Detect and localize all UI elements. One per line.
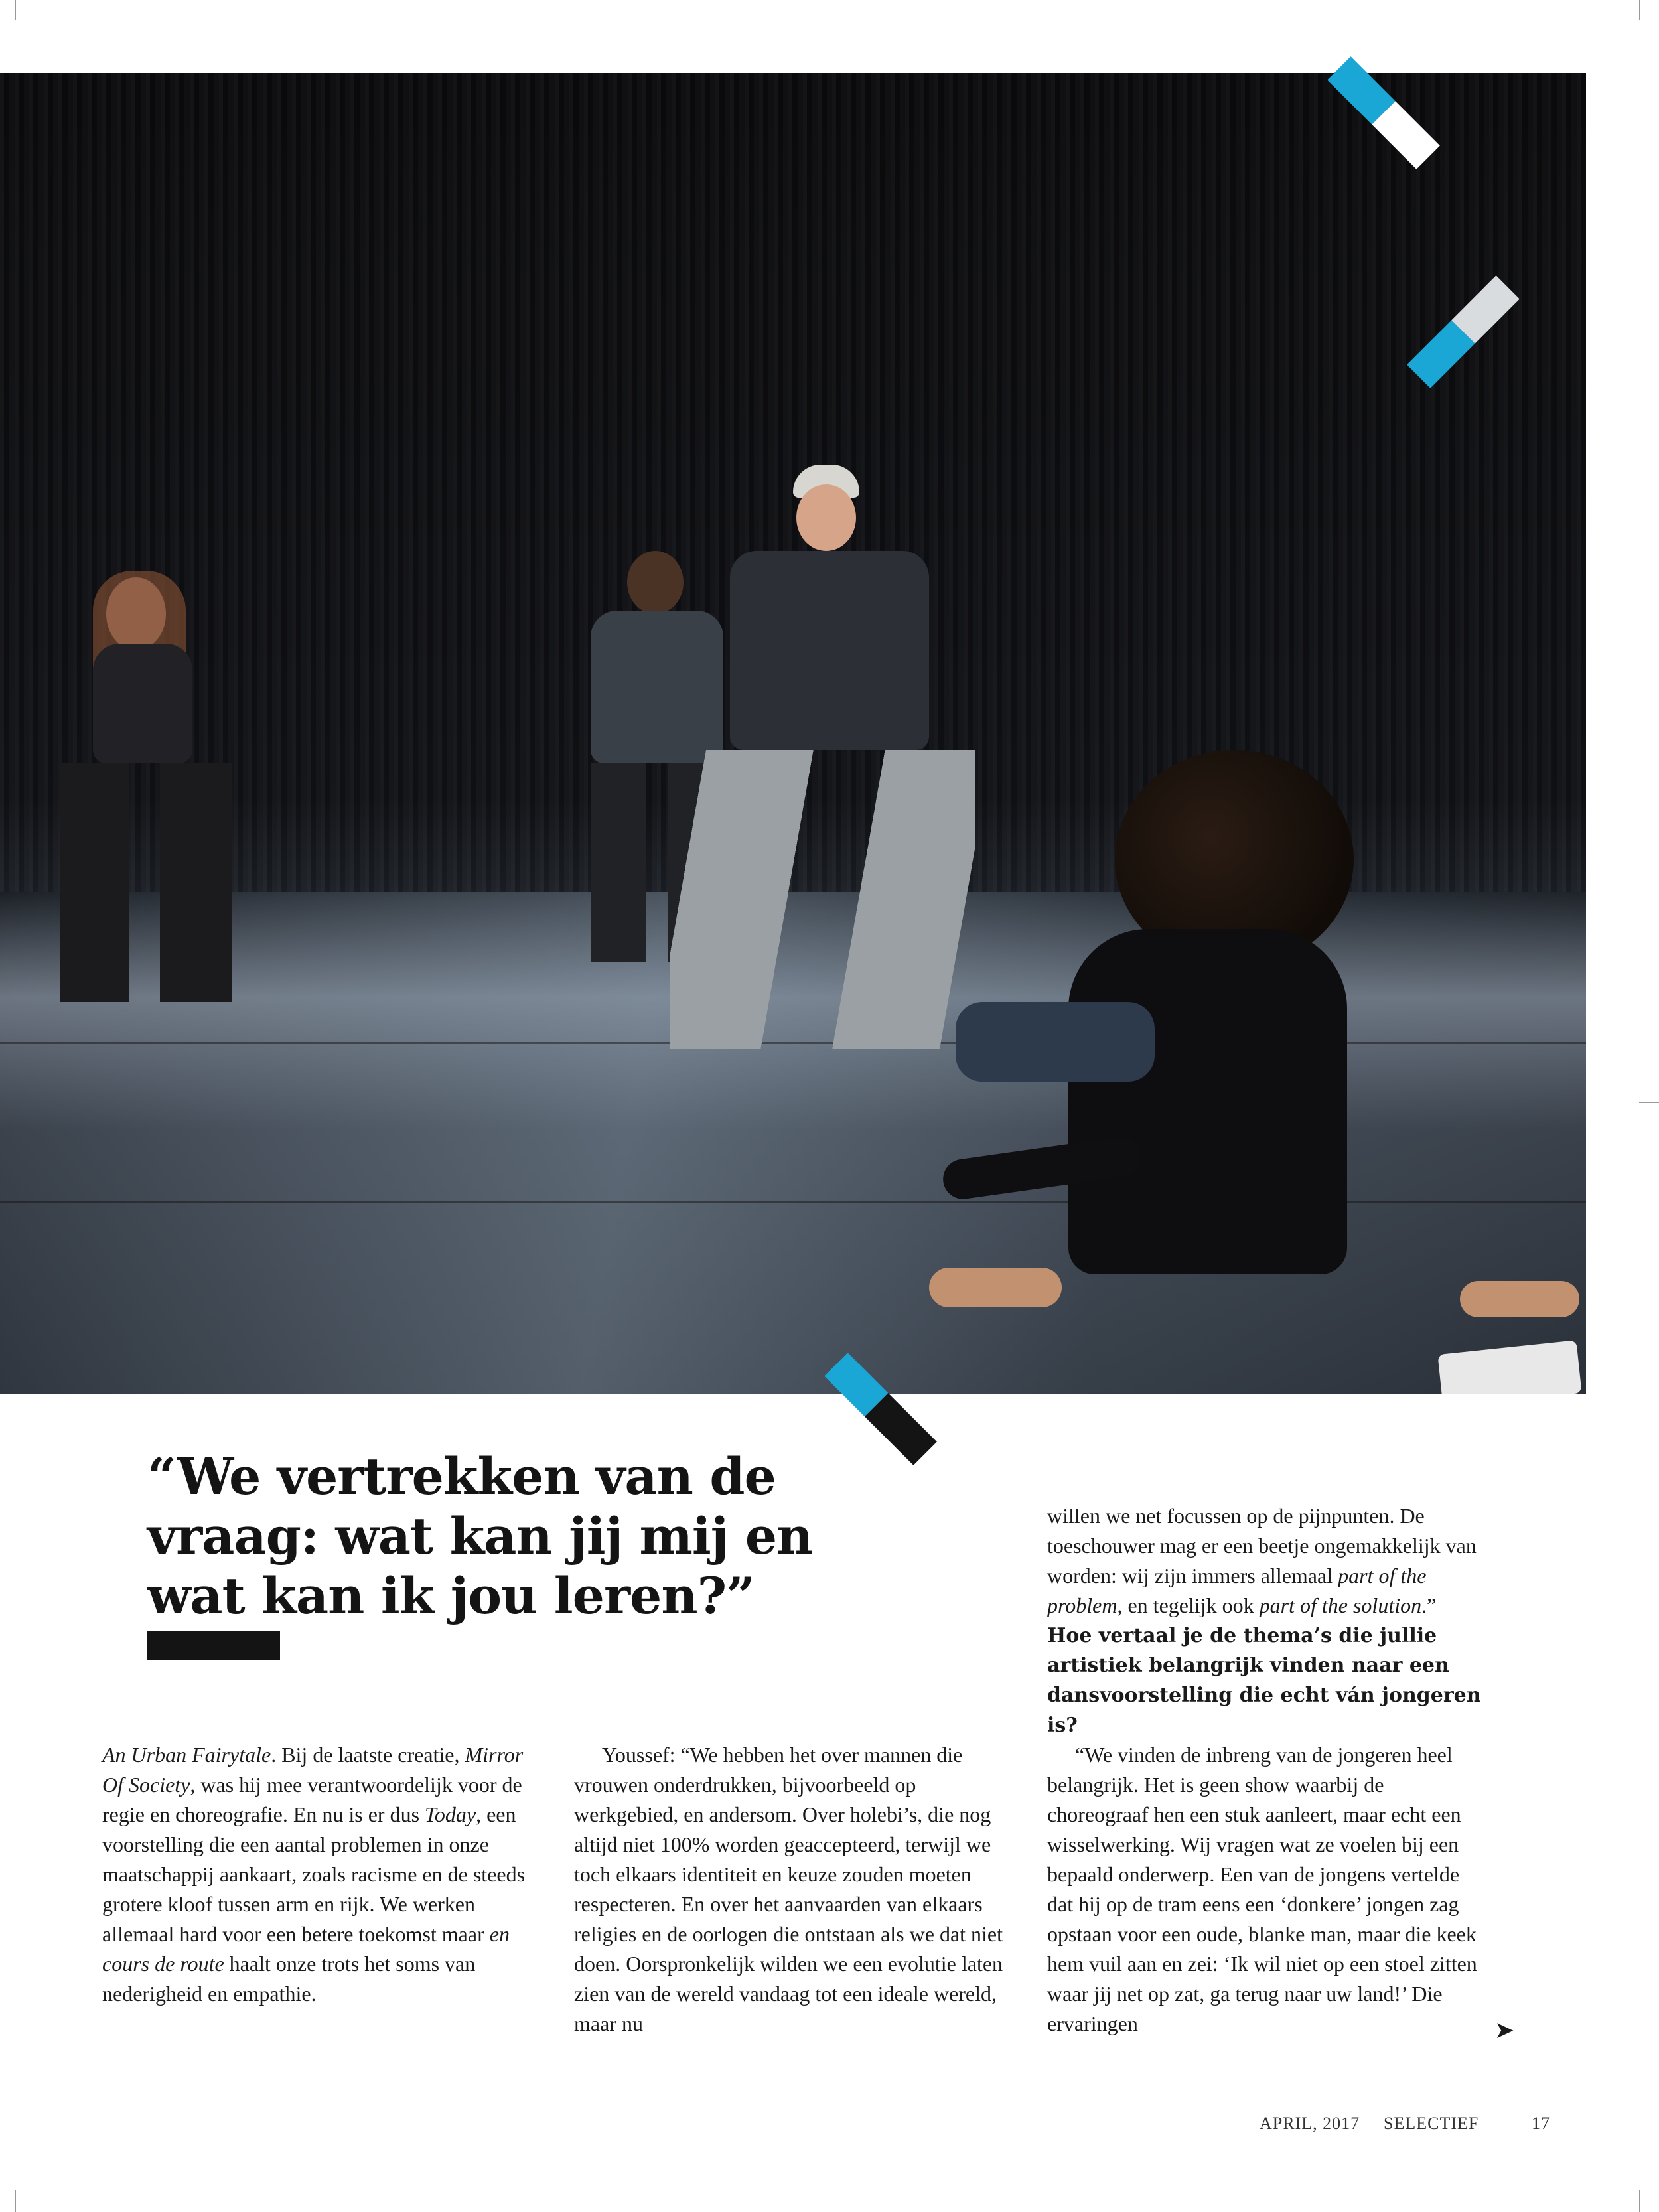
text-segment: haalt onze trots het soms van nederigheid en empathie. [102, 1952, 476, 2006]
italic-text: Mirror Of Society [102, 1743, 524, 1797]
text-segment: . Bij de laatste creatie, [271, 1743, 465, 1767]
text-segment: , een voorstelling die een aantal problemen in onze maatschappij aankaart, zoals racisme en de steeds grotere kloof tussen arm en rijk. We werken allemaal hard voor een betere toekomst maar [102, 1803, 526, 1946]
pull-quote: “We vertrekken van de vraag: wat kan jij mij en wat kan ik jou leren?” [147, 1447, 813, 1625]
text-segment: , en tegelijk ook [1117, 1593, 1260, 1617]
footer-date: APRIL, 2017 [1260, 2114, 1360, 2133]
rehearsal-photo [0, 73, 1586, 1394]
italic-text: Today [425, 1803, 476, 1826]
crop-mark [15, 2190, 16, 2212]
crop-mark [15, 0, 16, 20]
text-segment: , was hij mee verantwoordelijk voor de regie en choreografie. En nu is er dus [102, 1773, 522, 1826]
text-segment: .” [1421, 1593, 1437, 1617]
crop-mark [1639, 1102, 1659, 1103]
footer-magazine-name: SELECTIEF [1384, 2114, 1479, 2133]
article-column-3 [1047, 1501, 1482, 2039]
page-number: 17 [1532, 2114, 1550, 2133]
interview-question: Hoe vertaal je de thema’s die jullie artistiek belangrijk vinden naar een dansvoorstelling die echt ván jongeren is? [1047, 1624, 1481, 1737]
article-paragraph [102, 1740, 537, 2009]
continue-arrow-icon: ➤ [1494, 2017, 1515, 2043]
italic-text: An Urban Fairytale [102, 1743, 271, 1767]
crop-mark [1639, 0, 1640, 20]
article-column-2 [574, 1740, 1009, 2039]
italic-text: part of the solution [1259, 1593, 1422, 1617]
article-column-1 [102, 1740, 537, 2009]
article-paragraph: “We vinden de inbreng van de jongeren heel belangrijk. Het is geen show waarbij de choreograaf hen een stuk aanleert, maar echt een wisselwerking. Wij vragen wat ze voelen bij een bepaald onderwerp. Een van de jongens vertelde dat hij op de tram eens een ‘donkere’ jongen zag opstaan voor een oude, blanke man, maar die keek hem vuil aan en zei: ‘Ik wil niet op een stoel zitten waar jij net op zat, ga terug naar uw land!’ Die ervaringen [1047, 1743, 1477, 2035]
italic-text: en cours de route [102, 1922, 510, 1976]
text-segment: willen we net focussen op de pijnpunten. De toeschouwer mag er een beetje ongemakkelijk van worden: wij zijn immers allemaal [1047, 1504, 1477, 1587]
quote-rule [147, 1631, 280, 1660]
dancer-woman [40, 504, 265, 1009]
italic-text: part of the problem [1047, 1564, 1427, 1617]
crop-mark [1639, 2190, 1640, 2212]
article-paragraph: Youssef: “We hebben het over mannen die vrouwen onderdrukken, bijvoorbeeld op werkgebied, en andersom. Over holebi’s, die nog altijd niet 100% worden geaccepteerd, terwijl we toch elkaars identiteit en keuze zouden moeten respecteren. En over het aanvaarden van elkaars religies en de oorlogen die ontstaan als we dat niet doen. Oorspronkelijk wilden we een evolutie laten zien van de wereld vandaag tot een ideale wereld, maar nu [574, 1743, 1003, 2035]
article-paragraph [1047, 1501, 1482, 1621]
seated-choreographer [916, 750, 1579, 1394]
